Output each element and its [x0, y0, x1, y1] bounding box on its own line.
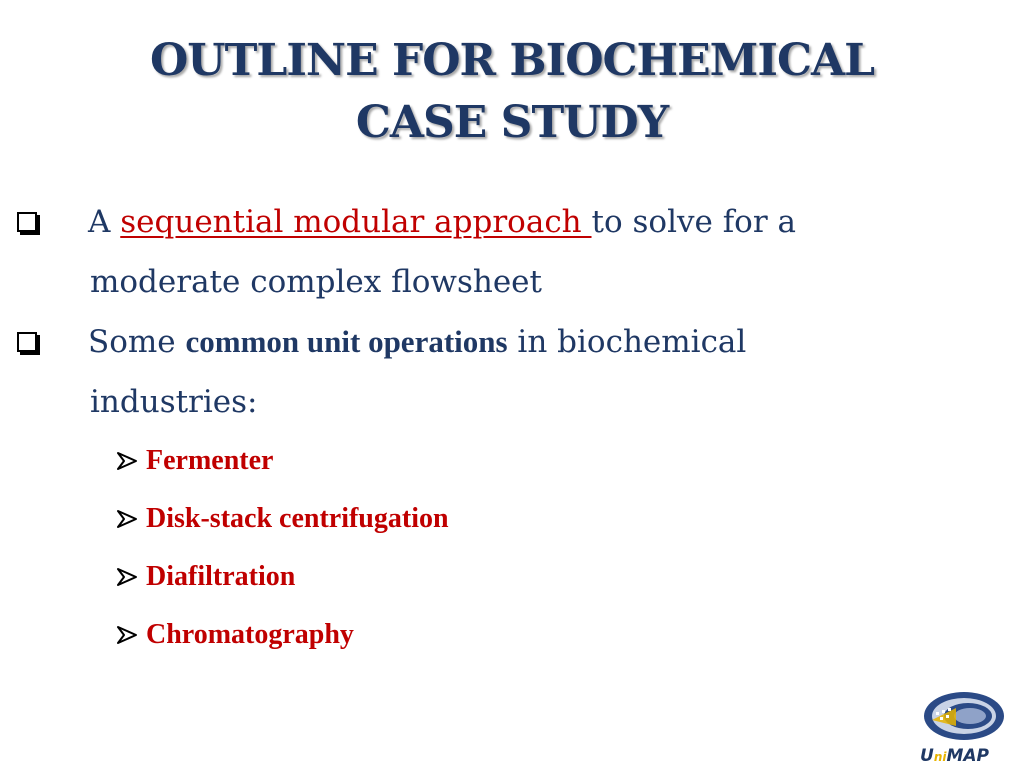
bullet-2-pre: Some — [88, 324, 186, 360]
title-line-1: OUTLINE FOR BIOCHEMICAL — [149, 35, 875, 86]
bullet-1-line-1 — [88, 192, 1024, 252]
sub-item-chromatography — [0, 606, 1024, 664]
arrow-bullet-icon — [116, 432, 142, 490]
arrow-bullet-icon — [116, 606, 142, 664]
unimap-logo — [916, 688, 1008, 768]
bullet-list — [0, 192, 1024, 664]
title-line-2: CASE STUDY — [355, 97, 669, 148]
logo-text-map: MAP — [946, 746, 990, 766]
logo-text-u: U — [920, 746, 934, 766]
arrow-bullet-icon — [116, 490, 142, 548]
sub-item-diafiltration — [0, 548, 1024, 606]
bullet-2-post: in biochemical — [507, 324, 747, 360]
bullet-1-line-2: moderate complex flowsheet — [90, 264, 542, 300]
bullet-1-post: to solve for a — [591, 204, 796, 240]
bullet-1-pre: A — [88, 204, 121, 240]
checkbox-bullet-icon — [12, 312, 42, 372]
bullet-item-2 — [0, 312, 1024, 432]
sub-item-label: Diafiltration — [146, 561, 296, 592]
unimap-emblem-icon — [916, 688, 1008, 750]
bullet-1-highlight: sequential modular approach — [120, 204, 592, 240]
checkbox-bullet-icon — [12, 192, 42, 252]
sub-item-label: Fermenter — [146, 445, 274, 476]
slide-title — [0, 30, 1024, 154]
sub-item-label: Disk-stack centrifugation — [146, 503, 449, 534]
bullet-2-highlight: common unit operations — [185, 324, 508, 359]
arrow-bullet-icon — [116, 548, 142, 606]
bullet-2-line-2: industries: — [90, 384, 258, 420]
sub-item-fermenter — [0, 432, 1024, 490]
sub-item-label: Chromatography — [146, 619, 354, 650]
bullet-item-1 — [0, 192, 1024, 312]
logo-wordmark — [920, 746, 989, 766]
sub-item-disk-stack-centrifugation — [0, 490, 1024, 548]
bullet-2-line-1 — [88, 312, 1024, 372]
logo-text-ni: ni — [933, 750, 947, 764]
